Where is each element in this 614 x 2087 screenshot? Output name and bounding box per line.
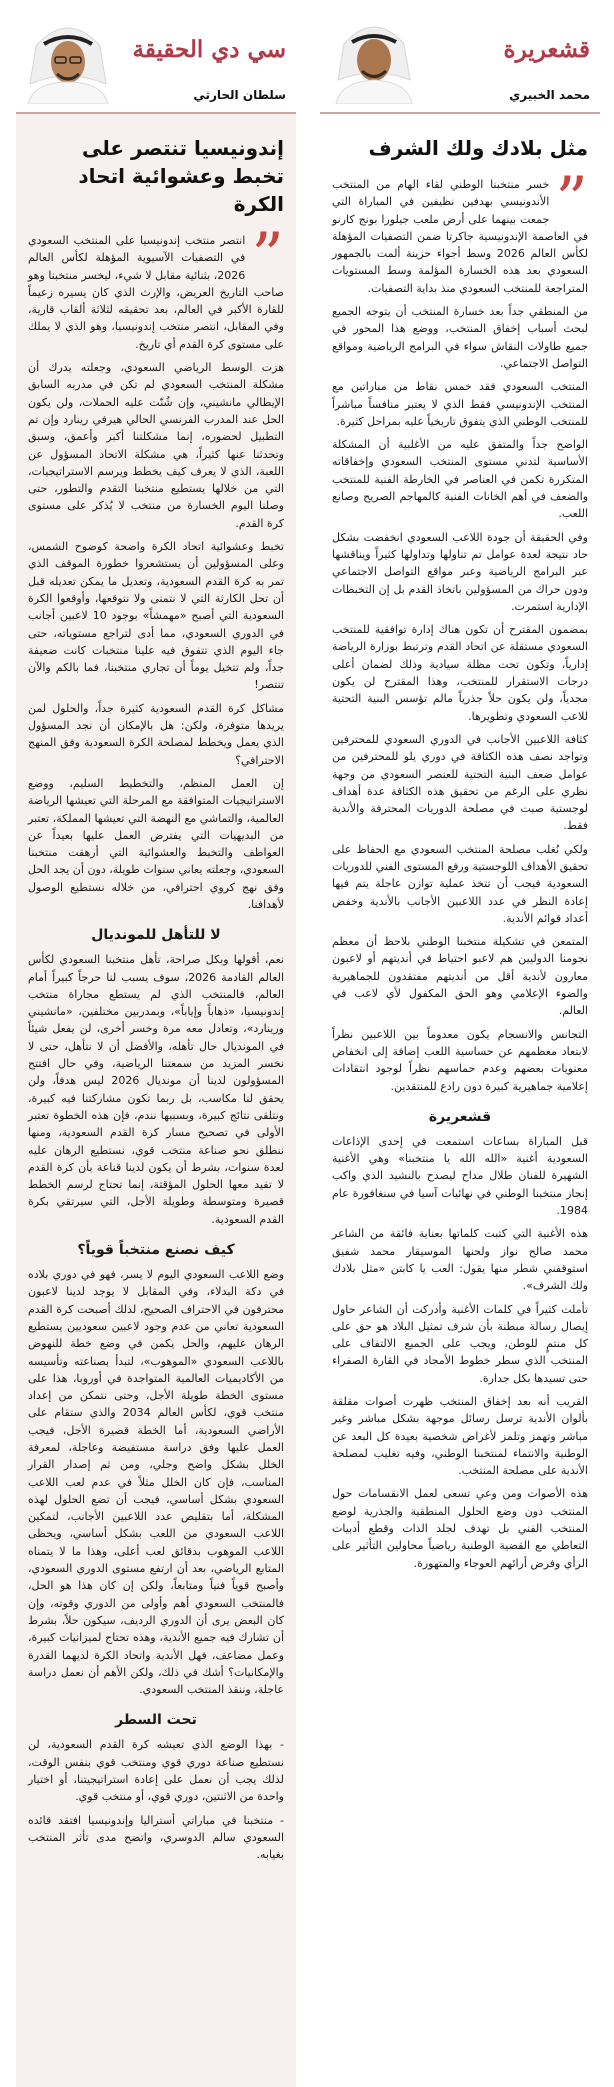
paragraph: التجانس والانسجام يكون معدوماً بين اللاعبين نظراً لابتعاد معظمهم عن حساسية اللعب إضافة إلى انخفاض معنويات بعضهم وعدم حماسهم نظراً لوجود انتقادات إعلامية جماهيرية كبيرة دون رادع للمنتقدين. bbox=[332, 1027, 588, 1093]
paragraph: هذه الأصوات ومن وعي تسعى لعمل الانقسامات حول المنتخب دون وضع الحلول المنطقية والجذرية لوضع المنتخب الفني بل تهدف لجلد الذات وقطع أدبيات التعاطي مع القضية الوطنية رياضياً محاولين التأثير على الرأي وفرض أرائهم العوجاء والمتهورة. bbox=[332, 1487, 588, 1570]
column-title: سي دي الحقيقة bbox=[132, 36, 286, 63]
paragraph: - منتخبنا في مباراتي أستراليا وإندونيسيا افتقد قائده السعودي سالم الدوسري، واتضح مدى تأثر المنتخب بغيابه. bbox=[28, 1813, 284, 1862]
paragraph: من المنطقي جداً بعد خسارة المنتخب أن يتوجه الجميع لبحث أسباب إخفاق المنتخب، ووضع هذا المحور في جميع طاولات النقاش سواء في البرامج الرياضية ومواقع التواصل الاجتماعي. bbox=[332, 305, 588, 370]
paragraph: قبل المباراة بساعات استمعت في إحدى الإذاعات السعودية أغنية «الله الله يا منتخبنا» وهي الأغنية الشهيرة للفنان طلال مداح ليصدح بالنشيد الذي واكب إنجاز منتخبنا الوطني في نهائيات آسيا في سنغافورة عام 1984. bbox=[332, 1134, 588, 1218]
section-heading: كيف نصنع منتخباً قوياً؟ bbox=[77, 1242, 235, 1259]
paragraph: ولكي نُغلب مصلحة المنتخب السعودي مع الحفاظ على تحقيق الأهداف اللوجستية ورفع المستوى الفني للدوريات السعودية فيجب أن تتخذ عملية توازن عاجلة يتم فيها إعادة النظر في عدد اللاعبين الأجانب بالأندية وخفض أعداد قوائم الأندية. bbox=[332, 842, 588, 925]
column-header bbox=[16, 0, 296, 114]
paragraph: - بهذا الوضع الذي تعيشه كرة القدم السعودية، لن نستطيع صناعة دوري قوي ومنتخب قوي بنفس الوقت، لذلك يجب أن نعمل على إعادة استراتيجيتنا، أو اختيار واحدة من الاثنتين، دوري قوي، أو منتخب قوي. bbox=[28, 1738, 284, 1804]
paragraph: وفي الحقيقة أن جودة اللاعب السعودي انخفضت بشكل حاد نتيجة لعدة عوامل تم تناولها وتداولها كثيراً ويناقشها عبر البرامج الرياضية وعبر مواقع التواصل الاجتماعي ودون حراك من المسؤولين باتخاذ القدم بل إن التخبطات الإدارية استمرت. bbox=[332, 530, 588, 613]
column-header bbox=[320, 0, 600, 114]
paragraph: هزت الوسط الرياضي السعودي، وجعلته يدرك أن مشكلة المنتخب السعودي لم تكن في مدربه السابق الإيطالي مانشيني، وإن شُنّت عليه الحملات، ولن يكون الحل عند المدرب الفرنسي الحالي هيرفي رينارد وإن تم التطبيل لحضوره، إنما مشكلتنا أكبر وأعمق، وسبق وتحدثنا عنها كثيراً، هي مشكلة الاتحاد المسؤول عن اللعبة، الذي لا يعرف كيف يخطط ويرسم الاستراتيجيات، التي من خلالها يستطيع منتخبنا التقدم والتطور، حتى وصلنا اليوم الخسارة من منتخب لا يُذكر على مستوى كرة القدم. bbox=[28, 361, 284, 530]
paragraph: المنتخب السعودي فقد خمس نقاط من مباراتين مع المنتخب الإندونيسي فقط الذي لا يعتبر منافساً مباشراً للمنتخب الوطني الذي يتفوق تاريخياً عليه بمراحل كثيرة. bbox=[332, 380, 588, 428]
article-headline: إندونيسيا تنتصر على تخبط وعشوائية اتحاد الكرة bbox=[78, 136, 284, 216]
article-headline: مثل بلادك ولك الشرف bbox=[368, 136, 588, 160]
paragraph: خسر منتخبنا الوطني لقاء الهام من المنتخب الأندونيسي بهدفين نظيفين في المباراة التي جمعت بينهما على أرض ملعب جيلورا بونج كارنو في العاصمة الإندونيسية جاكرتا ضمن التصفيات المؤهلة لكأس العالم 2026 وسط أجواء حزينة ألمت بالجمهور السعودي بعد هذه الخسارة المؤلمة وسط المستويات المتراجعة للمنتخب السعودي منذ بداية التصفيات. bbox=[332, 178, 589, 295]
paragraph: وضع اللاعب السعودي اليوم لا يسر، فهو في دوري بلاده في دكة البدلاء، وفي المقابل لا يوجد لدينا لاعبون محترفون في الاحتراف الصحيح، لذلك أصبحت كرة القدم السعودية تعاني من عدم وجود لاعبين سعوديين يستطيع الرهان عليهم، والحل يكمن في وضع خطة للنهوض باللاعب السعودي «الموهوب»، لتبدأ بصناعته وتأسيسه من الأكاديميات العالمية المتواجدة في أوروبا، هذا على مستوى الخطة طويلة الأجل، وحتى نتمكن من إعداد منتخب قوي، لكأس العالم 2034 والذي ستقام على الأراضي السعودية، أما الخطة قصيرة الأجل، فيجب العمل عليها وفق دراسة مستفيضة وعاجلة، لمعرفة الخلل بشكل واضح وجلي، ومن ثم إصدار القرار المناسب، فإن كان الخلل مثلاً في عدم لعب اللاعب السعودي بشكل أساسي، فيجب أن تضع الحلول لهذه المشكلة، أما بتقليص عدد اللاعبين الأجانب، لتمكين اللاعب السعودي من اللعب بشكل أساسي، ويحظى اللاعب الموهوب بدقائق لعب أعلى، وهذا ما لا يتمناه المتابع الرياضي، بعد أن ارتفع مستوى الدوري السعودي، وأصبح قوياً فنياً ومتابعاً، ولكن إن كان هذا هو الحل، فالمنتخب السعودي أهم وأولى من الدوري وقوته، وإن كان البعض يرى أن الدوري الرديف، سيكون حلاً، بشرط أن تشارك فيه جميع الأندية، وهذه تحتاج لميزانيات كبيرة، وعمل مضاعف، فهل الأندية واتحاد الكرة لديهما القدرة والإمكانيات؟ أشك في ذلك، ولكن الأهم أن نعمل دراسة عاجلة، وننقذ المنتخب السعودي. bbox=[28, 1268, 285, 1697]
author-photo bbox=[24, 8, 112, 104]
section-heading: قشعريرة bbox=[428, 1108, 492, 1125]
author-name: محمد الخبيري bbox=[509, 88, 590, 102]
paragraph: انتصر منتخب إندونيسيا على المنتخب السعودي في التصفيات الآسيوية المؤهلة لكأس العالم 2026، بثنائية مقابل لا شيء، ليخسر منتخبنا وهو صاحب التاريخ العريض، والإرث الذي كان يسيره زعيماً للقارة الأكبر في العالم، بعد تحقيقه لثلاثة ألقاب قارية، وفي المقابل، انتصر منتخب إندونيسيا، وهو الذي لا يملك على مستوى كرة القدم أي تاريخ. bbox=[28, 234, 284, 351]
article-body bbox=[16, 114, 296, 2087]
paragraph: تخبط وعشوائية اتحاد الكرة واضحة كوضوح الشمس، وعلى المسؤولين أن يستشعروا خطورة الموقف الذي تمر به كرة القدم السعودية، وتعديل ما يمكن تعديله قبل أن تحل الكارثة التي لا نتمنى ولا نتوقعها، وأوقعوا الكرة السعودية التي أصبح «مهمشاً» بوجود 10 لاعبين أجانب في الدوري السعودي، مما أدى لتراجع مستوياته، حتى جاء اليوم الذي تتفوق فيه علينا منتخبات كانت ضعيفة جداً، ولم تتخيل يوماً أن تجاري منتخبنا، فما بالكم والآن تنتصر! bbox=[28, 540, 284, 692]
paragraph: تأملت كثيراً في كلمات الأغنية وأدركت أن الشاعر حاول إيصال رسالة مبطنة بأن شرف تمثيل البلاد هو حق على كل منتمٍ للوطن، ويجب على الجميع الالتفاف على المنتخب الذي سطر خطوط الأمجاد في القارة الصفراء حتى تسيدها بكل جدارة. bbox=[332, 1302, 588, 1385]
opinion-column-right bbox=[320, 0, 600, 2087]
section-heading: تحت السطر bbox=[115, 1712, 197, 1729]
paragraph: الواضح جداً والمتفق عليه من الأغلبية أن المشكلة الأساسية لتدني مستوى المنتخب السعودي وإخفاقاته المتكررة تكمن في العناصر في الخارطة الفنية للمنتخب والضعف في أهم الخانات الفنية كالمهاجم الصريح وصانع اللعب. bbox=[332, 438, 588, 521]
author-name: سلطان الحارثي bbox=[193, 88, 286, 102]
paragraph: نعم، أقولها وبكل صراحة، تأهل منتخبنا السعودي لكأس العالم القادمة 2026، سوف يسبب لنا حرجاً كبيراً أمام العالم، فالمنتخب الذي لم يستطع مجاراة منتخب إندونيسيا، «ذهاباً وإياباً»، وبمدربين مختلفين، «مانشيني ورينارد»، وتعادل معه مرة وخسر أخرى، لن يفعل شيئاً في المونديال حال تأهله، والأفضل أن لا نتأهل، حتى لا نخسر المزيد من سمعتنا الرياضية، وفي حال افتتح المسؤولون لدينا أن مونديال 2026 ليس هدفاً، ولن يحقق لنا مكاسب، بل ربما تكون مشاركتنا فيه كبيرة، ونتلقى نتائج كبيرة، وبسببها نندم، فإن هذه الخطوة تعتبر الأولى في تصحيح مسار كرة القدم السعودية، ومنها ننطلق نحو صناعة منتخب قوي، نستطيع الرهان عليه لعدة سنوات، بشرط أن يكون لدينا قناعة بأن كرة القدم لا تفيد معها الحلول المؤقتة، إنما تحتاج لرسم الخطط قصيرة ومتوسطة وطويلة الأجل، التي سيرتقي بكرة القدم السعودية. bbox=[28, 953, 284, 1226]
paragraph: هذه الأغنية التي كتبت كلماتها بعناية فائقة من الشاعر محمد صالح نواز ولحنها الموسيقار محمد شفيق استوقفني شطر منها يقول: العب يا كابتن «مثل بلادك ولك الشرف». bbox=[332, 1227, 588, 1293]
paragraph: القريب أنه بعد إخفاق المنتخب ظهرت أصوات مقلقة بألوان الأندية ترسل رسائل موجهة بشكل مباشر وغير مباشر وتهمز وتلمز لأغراض شخصية بعيدة كل البعد عن الوطنية والانتماء لمنتخبنا الوطني، وفيه تغليب لمصلحة الأندية على مصلحة المنتخب. bbox=[332, 1395, 588, 1478]
section-heading: لا للتأهل للمونديال bbox=[91, 927, 221, 944]
paragraph: بمضمون المقترح أن تكون هناك إدارة توافقية للمنتخب السعودي مستقلة عن اتحاد القدم وترتبط بوزارة الرياضة إدارياً، وتكون تحت مظلة سيادية وذلك لضمان أعلى درجات الاستقرار للمنتخب، وهذا المقترح لن يكون مجدياً، ولن يكون حلاً جذرياً مالم تؤسس البنية التحتية للاعب السعودي وتطويرها. bbox=[332, 623, 588, 723]
paragraph: المتمعن في تشكيلة منتخبنا الوطني بلاحظ أن معظم نجومنا الدوليين هم لاعبو احتياط في أنديتهم أو لاعبون معارون لأندية أقل من أنديتهم مفتقدون للجماهيرية والضوء الإعلامي وهو الحق المكفول لأي لاعب في العالم. bbox=[332, 935, 588, 1018]
paragraph: كثافة اللاعبين الأجانب في الدوري السعودي للمحترفين وتواجد نصف هذه الكثافة في دوري يلو للمحترفين من عوامل ضعف البنية التحتية للعنصر السعودي من وجهة نظري على الرغم من تحقيق هذه الكثافة عدة أهداف لوجستية صبت في مصلحة الدوريات المحترفة والأندية فقط. bbox=[332, 732, 588, 833]
quote-mark-icon: ” bbox=[555, 164, 588, 238]
paragraph: إن العمل المنظم، والتخطيط السليم، ووضع الاستراتيجيات المتوافقة مع المرحلة التي تعيشها الرياضة العالمية، والتماشي مع النهضة التي تعيشها المملكة، تعتبر من البديهيات التي يفترض العمل عليها بعيداً عن العواطف والتخبط والعشوائية التي أرهقت منتخبنا السعودي، وجعلته يعاني سنوات طويلة، دون أن يجد الحل وفق نهج كروي احترافي، من خلاله نستطيع الوصول لأهدافنا. bbox=[28, 776, 284, 911]
column-title: قشعريرة bbox=[503, 36, 590, 63]
quote-mark-icon: ” bbox=[251, 220, 284, 294]
author-photo bbox=[330, 8, 418, 104]
paragraph: مشاكل كرة القدم السعودية كثيرة جداً، والحلول لمن يريدها متوفرة، ولكن: هل بالإمكان أن نجد المسؤول الذي يعمل ويخطط لمصلحة الكرة السعودية وفق المنهج الاحترافي؟ bbox=[28, 701, 284, 767]
article-body bbox=[320, 114, 600, 2087]
opinion-column-left bbox=[16, 0, 296, 2087]
